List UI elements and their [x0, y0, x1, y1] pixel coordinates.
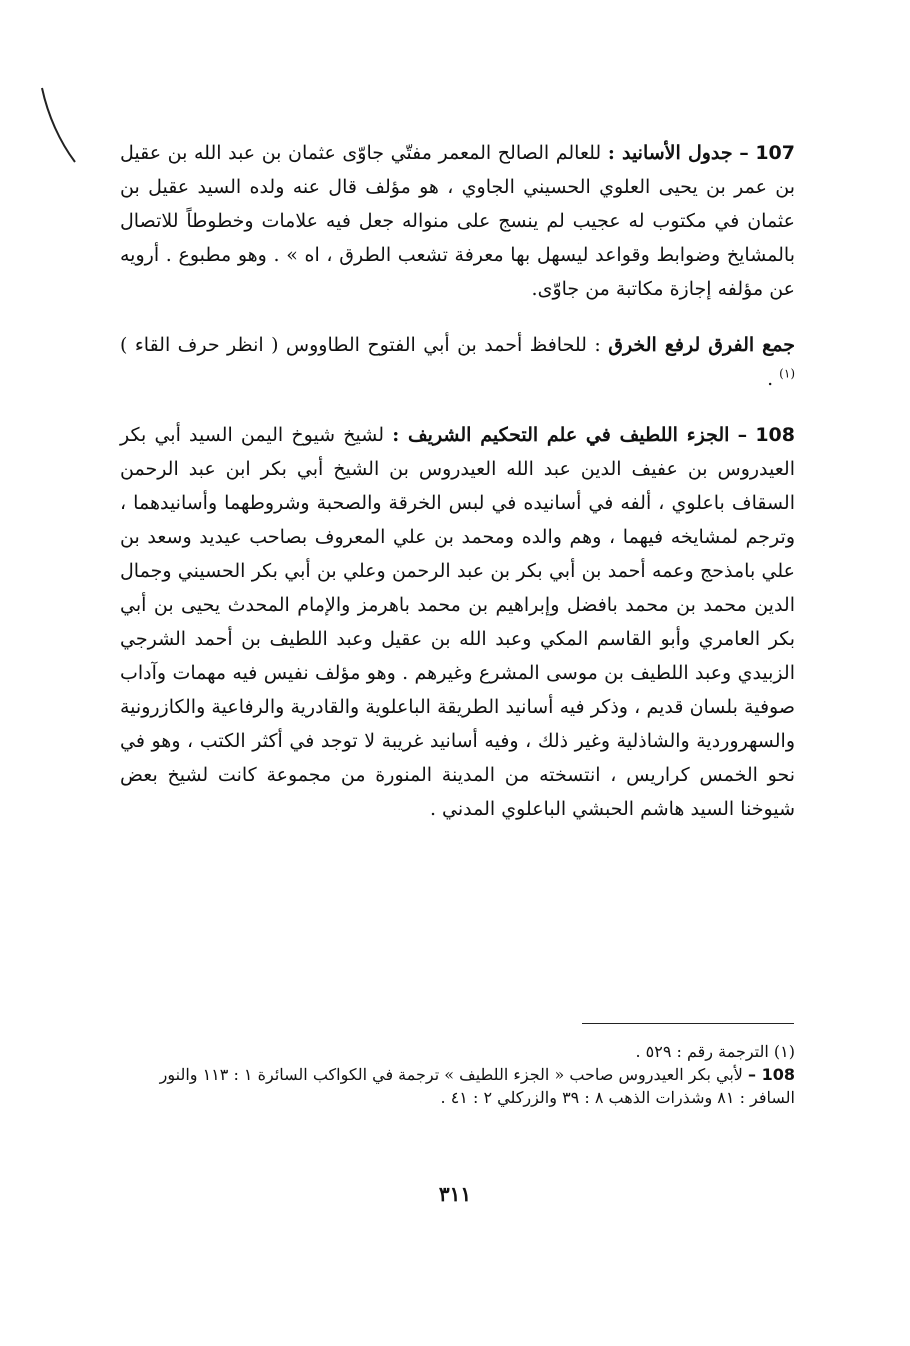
entry-title: الجزء اللطيف في علم التحكيم الشريف : [392, 424, 730, 446]
entry-body: : للحافظ أحمد بن أبي الفتوح الطاووس ( انظر حرف القاء ) [120, 334, 601, 356]
entry-title: جمع الفرق لرفع الخرق [608, 334, 795, 356]
footnotes [120, 1040, 795, 1109]
entry-paragraph [120, 136, 795, 306]
entry-108 [120, 418, 795, 826]
footnote-text: الترجمة رقم : ٥٢٩ . [635, 1042, 769, 1061]
main-text [120, 136, 795, 826]
entry-107 [120, 136, 795, 306]
entry-number: 107 [755, 142, 795, 164]
pencil-mark [38, 86, 78, 164]
entry-paragraph [120, 418, 795, 826]
page-number: ٣١١ [438, 1182, 472, 1206]
entry-title: جدول الأسانيد : [607, 142, 733, 164]
entry-dash: – [737, 424, 748, 446]
footnote-108 [120, 1063, 795, 1109]
footnote-marker: 108 – [748, 1065, 795, 1084]
entry-jam-al-farq [120, 328, 795, 396]
footnote-marker: (١) [773, 1042, 795, 1061]
entry-tail: . [767, 368, 774, 390]
entry-number: 108 [755, 424, 795, 446]
footnote-marker[interactable]: (١) [779, 366, 795, 381]
entry-body: لشيخ شيوخ اليمن السيد أبي بكر العيدروس بن عفيف الدين عبد الله العيدروس بن الشيخ أبي بكر ابن عبد الرحمن السقاف باعلوي ، ألفه في أسانيده في لبس الخرقة والصحبة وشروطهما وأسانيدهما ، وترجم لمشايخه فيهما ، وهم والده ومحمد بن علي المعروف بصاحب عيديد وسعد بن علي بامذحج وعمه أحمد بن أبي بكر بن عبد الرحمن وعلي بن أبي بكر الحسيني وجمال الدين محمد بن محمد بافضل وإبراهيم بن محمد باهرمز والإمام المحدث يحيى بن أبي بكر العامري وأبو القاسم المكي وعبد الله بن عقيل وعبد اللطيف بن أحمد الشرجي الزبيدي وعبد اللطيف بن موسى المشرع وغيرهم . وهو مؤلف نفيس فيه مهمات وآداب صوفية بلسان قديم ، وذكر فيه أسانيد الطريقة الباعلوية والقادرية والرفاعية والكازرونية والسهروردية والشاذلية وغير ذلك ، وفيه أسانيد غريبة لا توجد في أكثر الكتب ، وهو في نحو الخمس كراريس ، انتسخته من المدينة المنورة من مجموعة كانت لشيخ بعض شيوخنا السيد هاشم الحبشي الباعلوي المدني . [120, 424, 795, 820]
footnote-text: لأبي بكر العيدروس صاحب « الجزء اللطيف » ترجمة في الكواكب السائرة ١ : ١١٣ والنور السافر : ٨١ وشذرات الذهب ٨ : ٣٩ والزركلي ٢ : ٤١ . [159, 1065, 795, 1107]
entry-paragraph [120, 328, 795, 396]
entry-dash: – [739, 142, 749, 164]
footnote-1 [120, 1040, 795, 1063]
entry-body: للعالم الصالح المعمر مفتّي جاوّى عثمان بن عبد الله بن عقيل بن عمر بن يحيى العلوي الحسيني الجاوي ، هو مؤلف قال عنه ولده السيد عقيل بن عثمان في مكتوب له عجيب لم ينسج على منواله جعل فيه علامات وخطوطاً للاتصال بالمشايخ وضوابط وقواعد ليسهل بها معرفة تشعب الطرق ، اه » . وهو مطبوع . أرويه عن مؤلفه إجازة مكاتبة من جاوّى. [120, 142, 795, 300]
footnote-divider [582, 1023, 794, 1024]
